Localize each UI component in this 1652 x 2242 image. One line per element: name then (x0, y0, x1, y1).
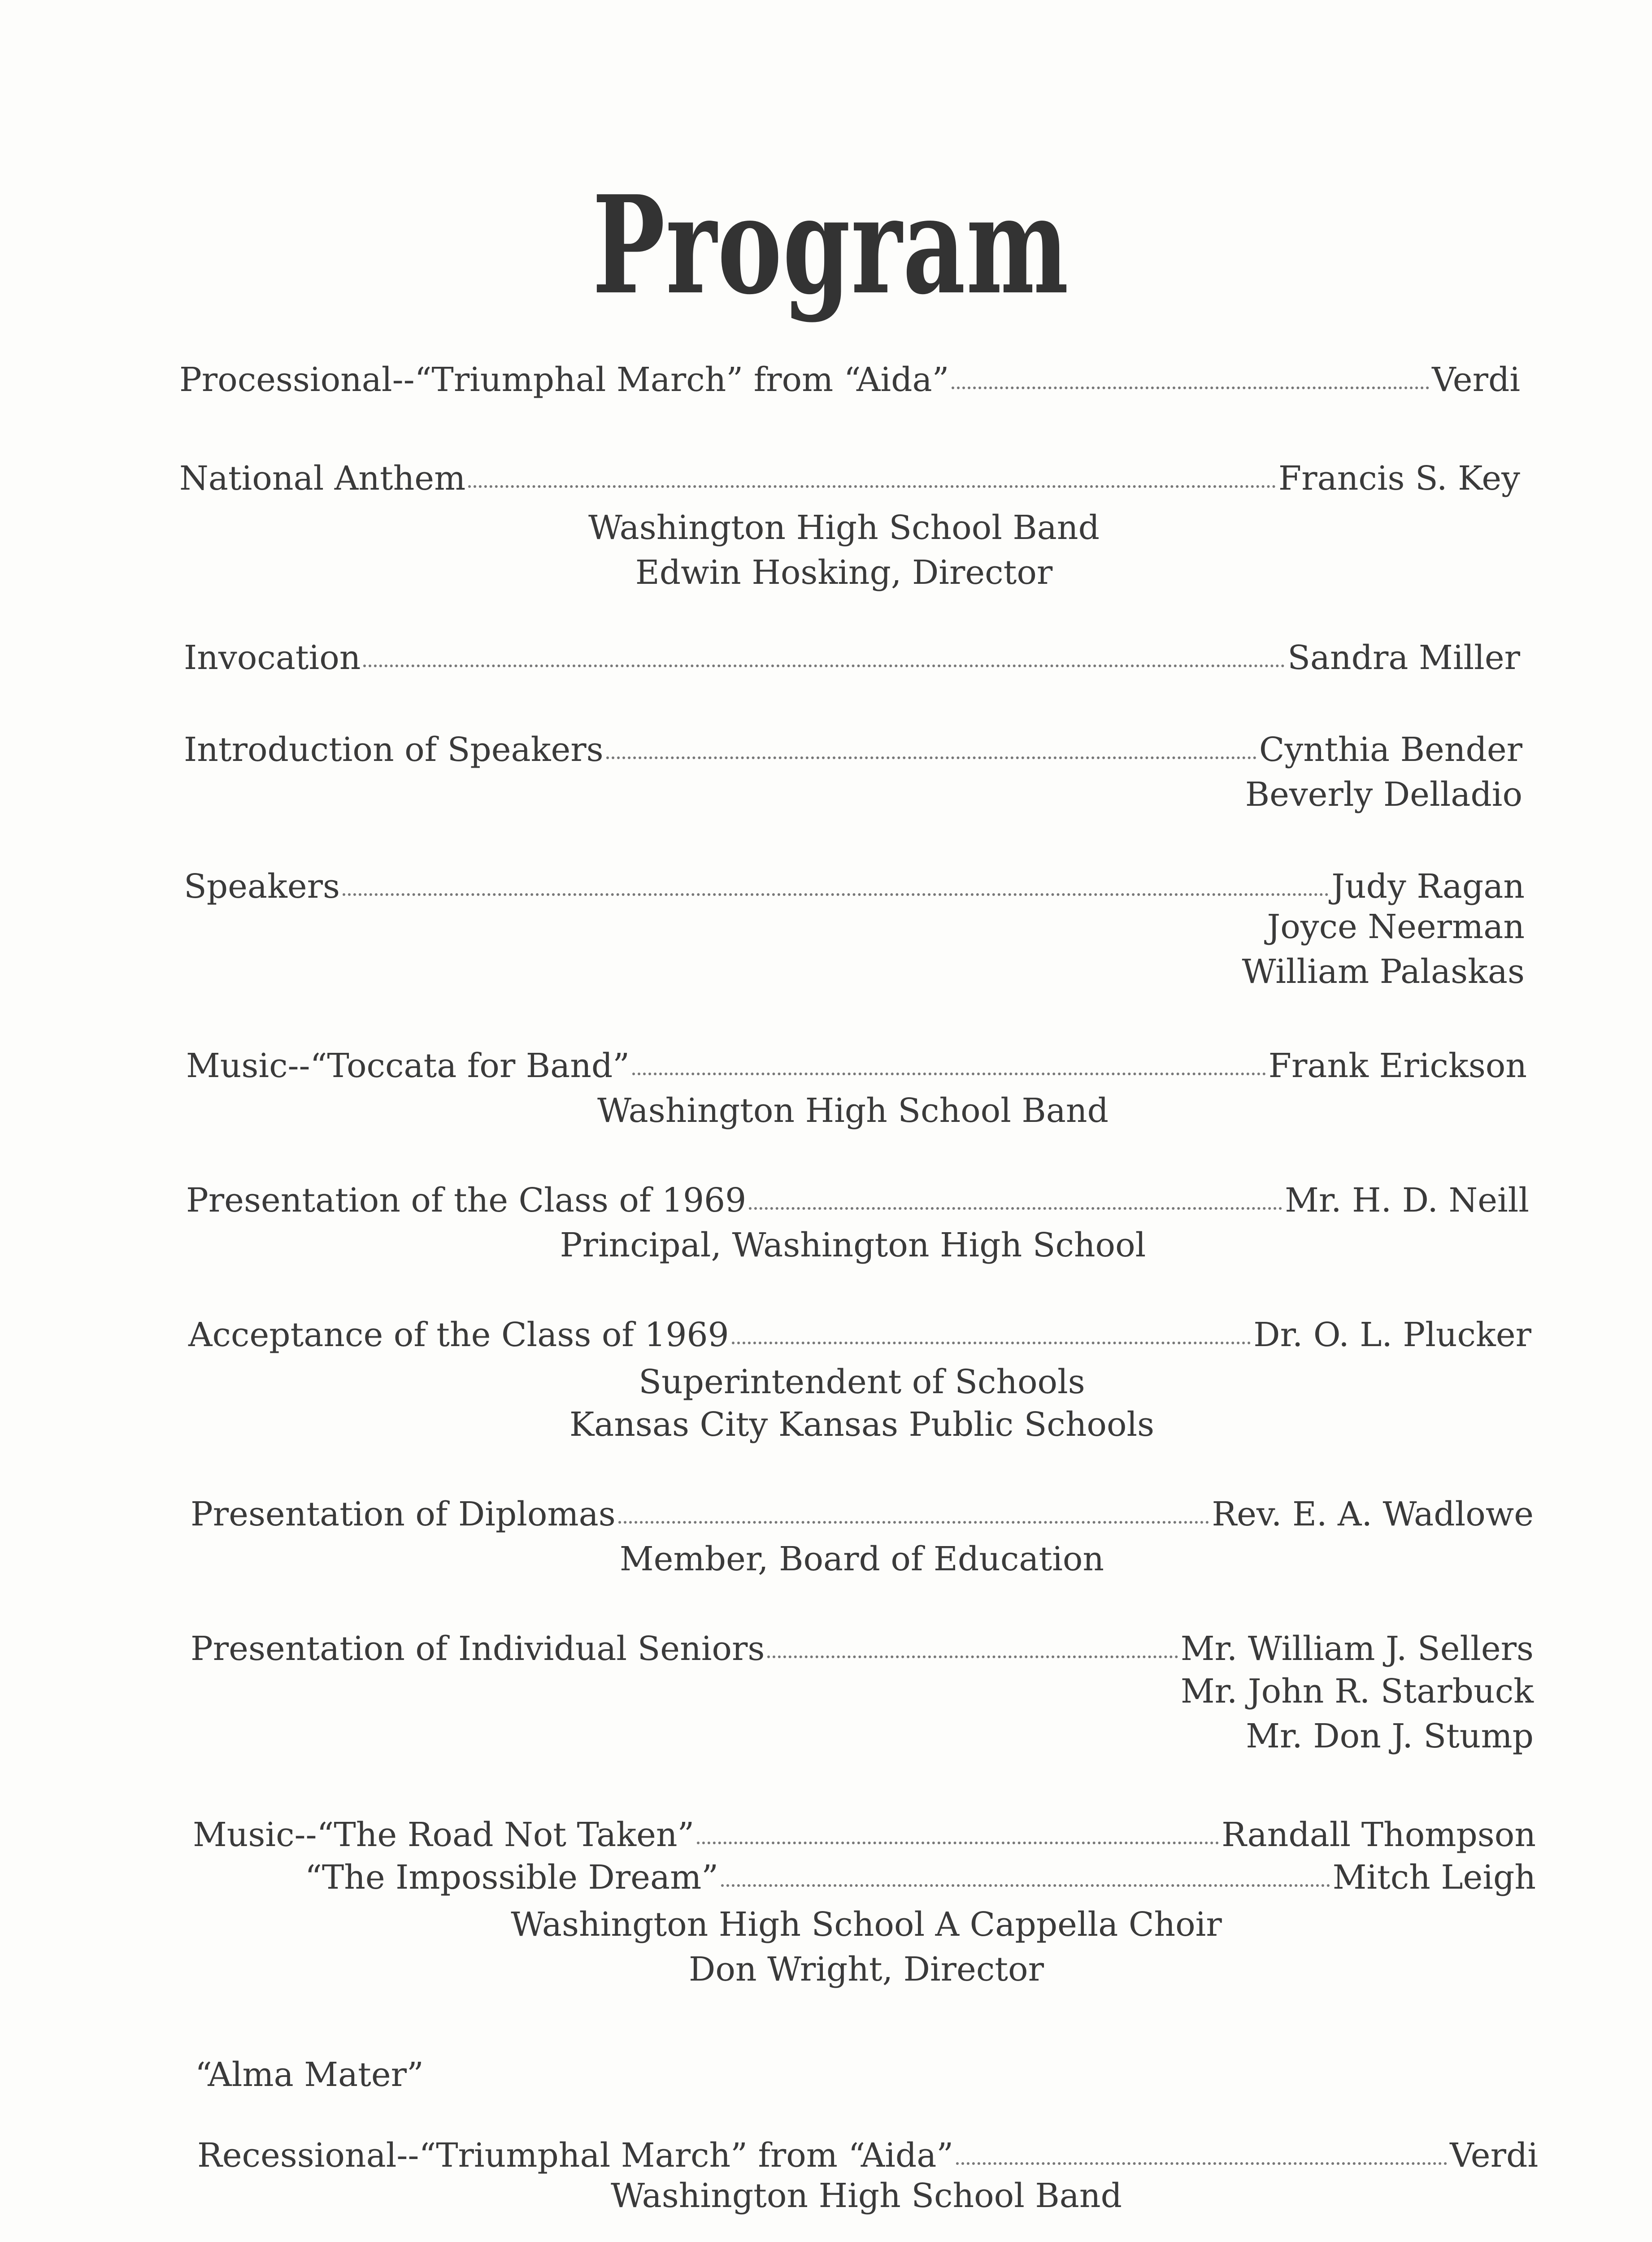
item-label: Music--“Toccata for Band” (186, 1047, 630, 1085)
item-label: Recessional--“Triumphal March” from “Aida” (197, 2136, 954, 2175)
item-label: Introduction of Speakers (184, 730, 604, 769)
item-label: Music--“The Road Not Taken” (193, 1816, 695, 1854)
item-performer: Judy Ragan (1331, 867, 1525, 906)
program-item-alma-mater: “Alma Mater” (195, 2055, 424, 2094)
dot-leader (697, 1842, 1219, 1844)
item-note: Member, Board of Education (619, 1540, 1104, 1578)
item-label: Speakers (184, 867, 340, 906)
page-title: Program (592, 166, 1069, 324)
item-note: Kansas City Kansas Public Schools (569, 1405, 1155, 1444)
item-performer: Mr. H. D. Neill (1285, 1181, 1529, 1220)
dot-leader (732, 1342, 1251, 1344)
item-performer: Randall Thompson (1222, 1816, 1536, 1854)
item-label: Processional--“Triumphal March” from “Aida” (179, 361, 949, 399)
dot-leader (606, 756, 1256, 759)
item-note: Washington High School Band (611, 2177, 1122, 2215)
program-item-choir-music (193, 1816, 1536, 1854)
item-performer: Mr. Don J. Stump (1246, 1717, 1534, 1755)
program-item-individual-seniors (191, 1629, 1534, 1668)
program-item-processional (179, 361, 1520, 399)
item-note: Principal, Washington High School (560, 1226, 1146, 1264)
item-performer: Dr. O. L. Plucker (1253, 1316, 1531, 1354)
program-item-acceptance-class (188, 1316, 1531, 1354)
item-performer: Francis S. Key (1278, 459, 1520, 498)
dot-leader (363, 665, 1285, 667)
program-item-presentation-class (186, 1181, 1529, 1220)
item-note: Superintendent of Schools (639, 1363, 1085, 1401)
item-note: Edwin Hosking, Director (635, 553, 1053, 592)
program-item-recessional (197, 2136, 1538, 2175)
item-performer: Mr. William J. Sellers (1180, 1629, 1534, 1668)
dot-leader (343, 893, 1329, 896)
program-item-invocation (184, 639, 1520, 677)
item-label: “The Impossible Dream” (305, 1858, 719, 1897)
program-item-introduction (184, 730, 1522, 769)
item-performer: Mitch Leigh (1332, 1858, 1536, 1897)
item-performer: Joyce Neerman (1267, 908, 1525, 946)
item-label: Acceptance of the Class of 1969 (188, 1316, 729, 1354)
item-performer: Verdi (1450, 2136, 1538, 2175)
dot-leader (632, 1073, 1266, 1075)
item-performer: Cynthia Bender (1259, 730, 1522, 769)
dot-leader (618, 1521, 1209, 1524)
item-note: Washington High School Band (588, 508, 1100, 547)
program-item-choir-music-2 (305, 1858, 1536, 1897)
item-note: Washington High School Band (597, 1091, 1109, 1130)
item-performer: William Palaskas (1242, 952, 1525, 991)
item-label: National Anthem (179, 459, 466, 498)
item-note: Don Wright, Director (689, 1950, 1044, 1989)
program-item-toccata (186, 1047, 1527, 1085)
item-performer: Beverly Delladio (1245, 775, 1522, 814)
item-performer: Verdi (1432, 361, 1520, 399)
item-label: Presentation of Individual Seniors (191, 1629, 765, 1668)
item-label: Presentation of Diplomas (191, 1495, 616, 1534)
dot-leader (767, 1655, 1178, 1658)
dot-leader (721, 1884, 1330, 1887)
item-performer: Mr. John R. Starbuck (1180, 1672, 1534, 1711)
program-item-speakers (184, 867, 1525, 906)
item-performer: Rev. E. A. Wadlowe (1212, 1495, 1534, 1534)
dot-leader (952, 387, 1429, 389)
program-item-diplomas (191, 1495, 1534, 1534)
item-performer: Sandra Miller (1287, 639, 1520, 677)
item-label: Presentation of the Class of 1969 (186, 1181, 747, 1220)
dot-leader (749, 1207, 1282, 1210)
item-performer: Frank Erickson (1268, 1047, 1527, 1085)
program-item-anthem (179, 459, 1520, 498)
item-note: Washington High School A Cappella Choir (511, 1905, 1222, 1944)
dot-leader (956, 2162, 1447, 2165)
dot-leader (468, 485, 1276, 488)
item-label: Invocation (184, 639, 361, 677)
